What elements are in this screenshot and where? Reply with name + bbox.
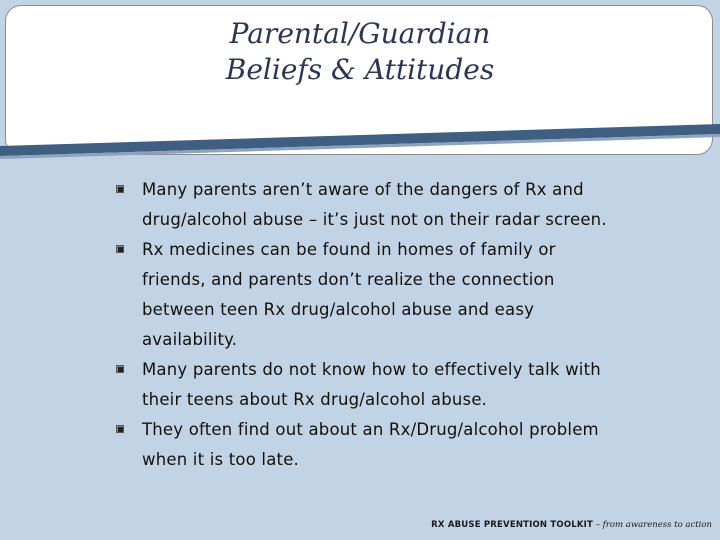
footer-separator: – [593,520,603,530]
square-bullet-icon [116,425,124,433]
title-line-1: Parental/Guardian [229,17,491,50]
square-bullet-icon [116,245,124,253]
footer-brand: RX ABUSE PREVENTION TOOLKIT [431,520,594,530]
bullet-text: Rx medicines can be found in homes of family or friends, and parents don’t realize the connection between teen Rx drug/alcohol abuse and easy availability. [142,240,556,349]
footer [431,520,712,530]
title-line-2: Beliefs & Attitudes [225,53,495,86]
bullet-text: Many parents do not know how to effectively talk with their teens about Rx drug/alcohol abuse. [142,360,601,409]
bullet-list [112,175,612,475]
bullet-text: Many parents aren’t aware of the dangers of Rx and drug/alcohol abuse – it’s just not on their radar screen. [142,180,607,229]
square-bullet-icon [116,365,124,373]
bullet-item [112,415,612,475]
bullet-item [112,235,612,355]
bullet-item [112,355,612,415]
square-bullet-icon [116,185,124,193]
bullet-item [112,175,612,235]
slide-title [0,16,720,88]
bullet-text: They often find out about an Rx/Drug/alcohol problem when it is too late. [142,420,599,469]
footer-tagline: from awareness to action [602,520,712,530]
